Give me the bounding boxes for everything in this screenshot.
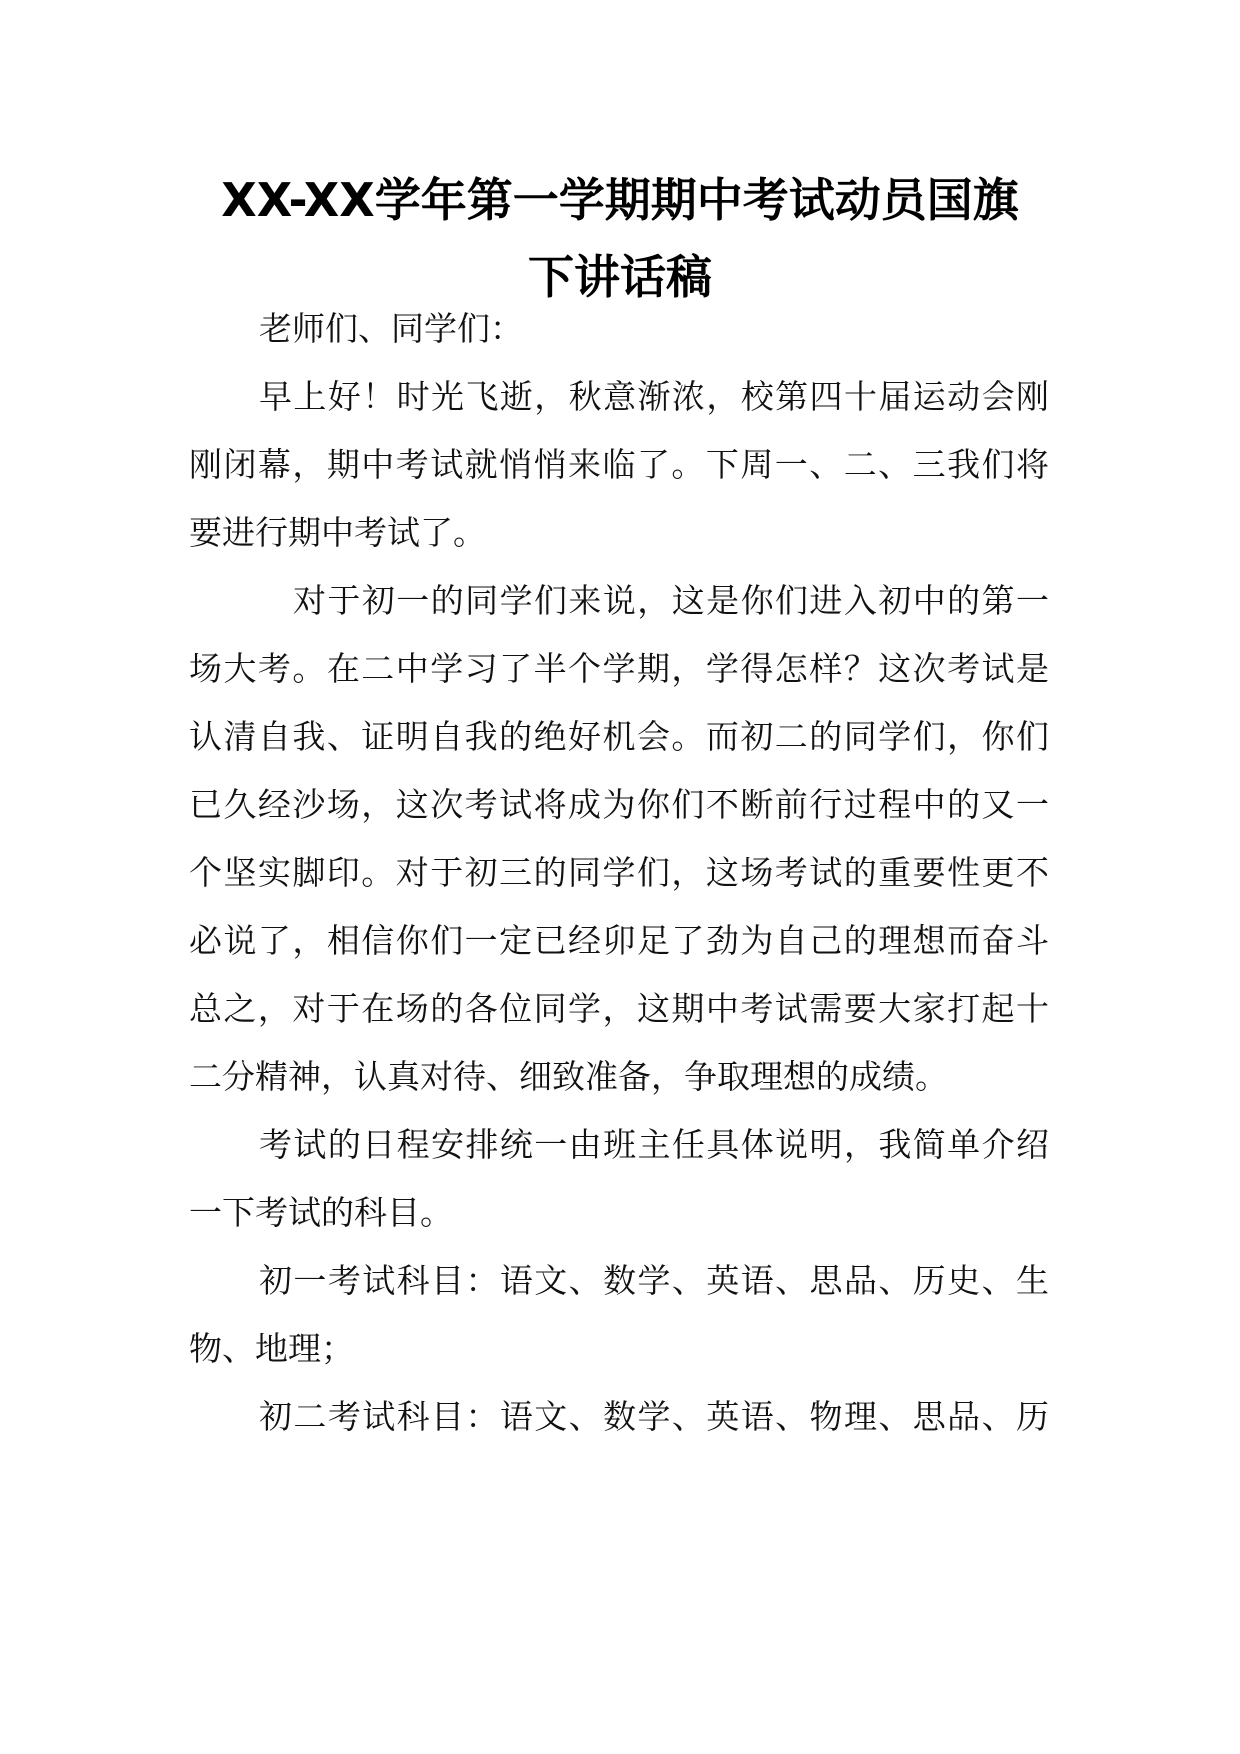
- body-line: 考试的日程安排统一由班主任具体说明，我简单介绍: [259, 1125, 1049, 1164]
- document-title-line-2: 下讲话稿: [528, 250, 712, 304]
- body-line: 个坚实脚印。对于初三的同学们，这场考试的重要性更不: [189, 853, 1049, 892]
- body-line: 对于初一的同学们来说，这是你们进入初中的第一: [293, 581, 1049, 620]
- body-line: 刚闭幕，期中考试就悄悄来临了。下周一、二、三我们将: [189, 445, 1049, 484]
- body-line: 一下考试的科目。: [189, 1193, 453, 1232]
- body-line: 认清自我、证明自我的绝好机会。而初二的同学们，你们: [189, 717, 1049, 756]
- body-line: 初二考试科目：语文、数学、英语、物理、思品、历: [259, 1397, 1049, 1436]
- body-line: 二分精神，认真对待、细致准备，争取理想的成绩。: [189, 1057, 948, 1096]
- body-line: 初一考试科目：语文、数学、英语、思品、历史、生: [259, 1261, 1049, 1300]
- body-line: 早上好！时光飞逝，秋意渐浓，校第四十届运动会刚: [259, 377, 1049, 416]
- body-line: 必说了，相信你们一定已经卯足了劲为自己的理想而奋斗: [189, 921, 1049, 960]
- body-line: 要进行期中考试了。: [189, 513, 486, 552]
- body-line: 物、地理；: [189, 1329, 354, 1368]
- document-title-line-1: XX-XX学年第一学期期中考试动员国旗: [221, 173, 1019, 227]
- salutation: 老师们、同学们：: [259, 309, 523, 348]
- body-line: 已久经沙场，这次考试将成为你们不断前行过程中的又一: [189, 785, 1049, 824]
- body-line: 总之，对于在场的各位同学，这期中考试需要大家打起十: [189, 989, 1049, 1028]
- body-line: 场大考。在二中学习了半个学期，学得怎样？这次考试是: [189, 649, 1049, 688]
